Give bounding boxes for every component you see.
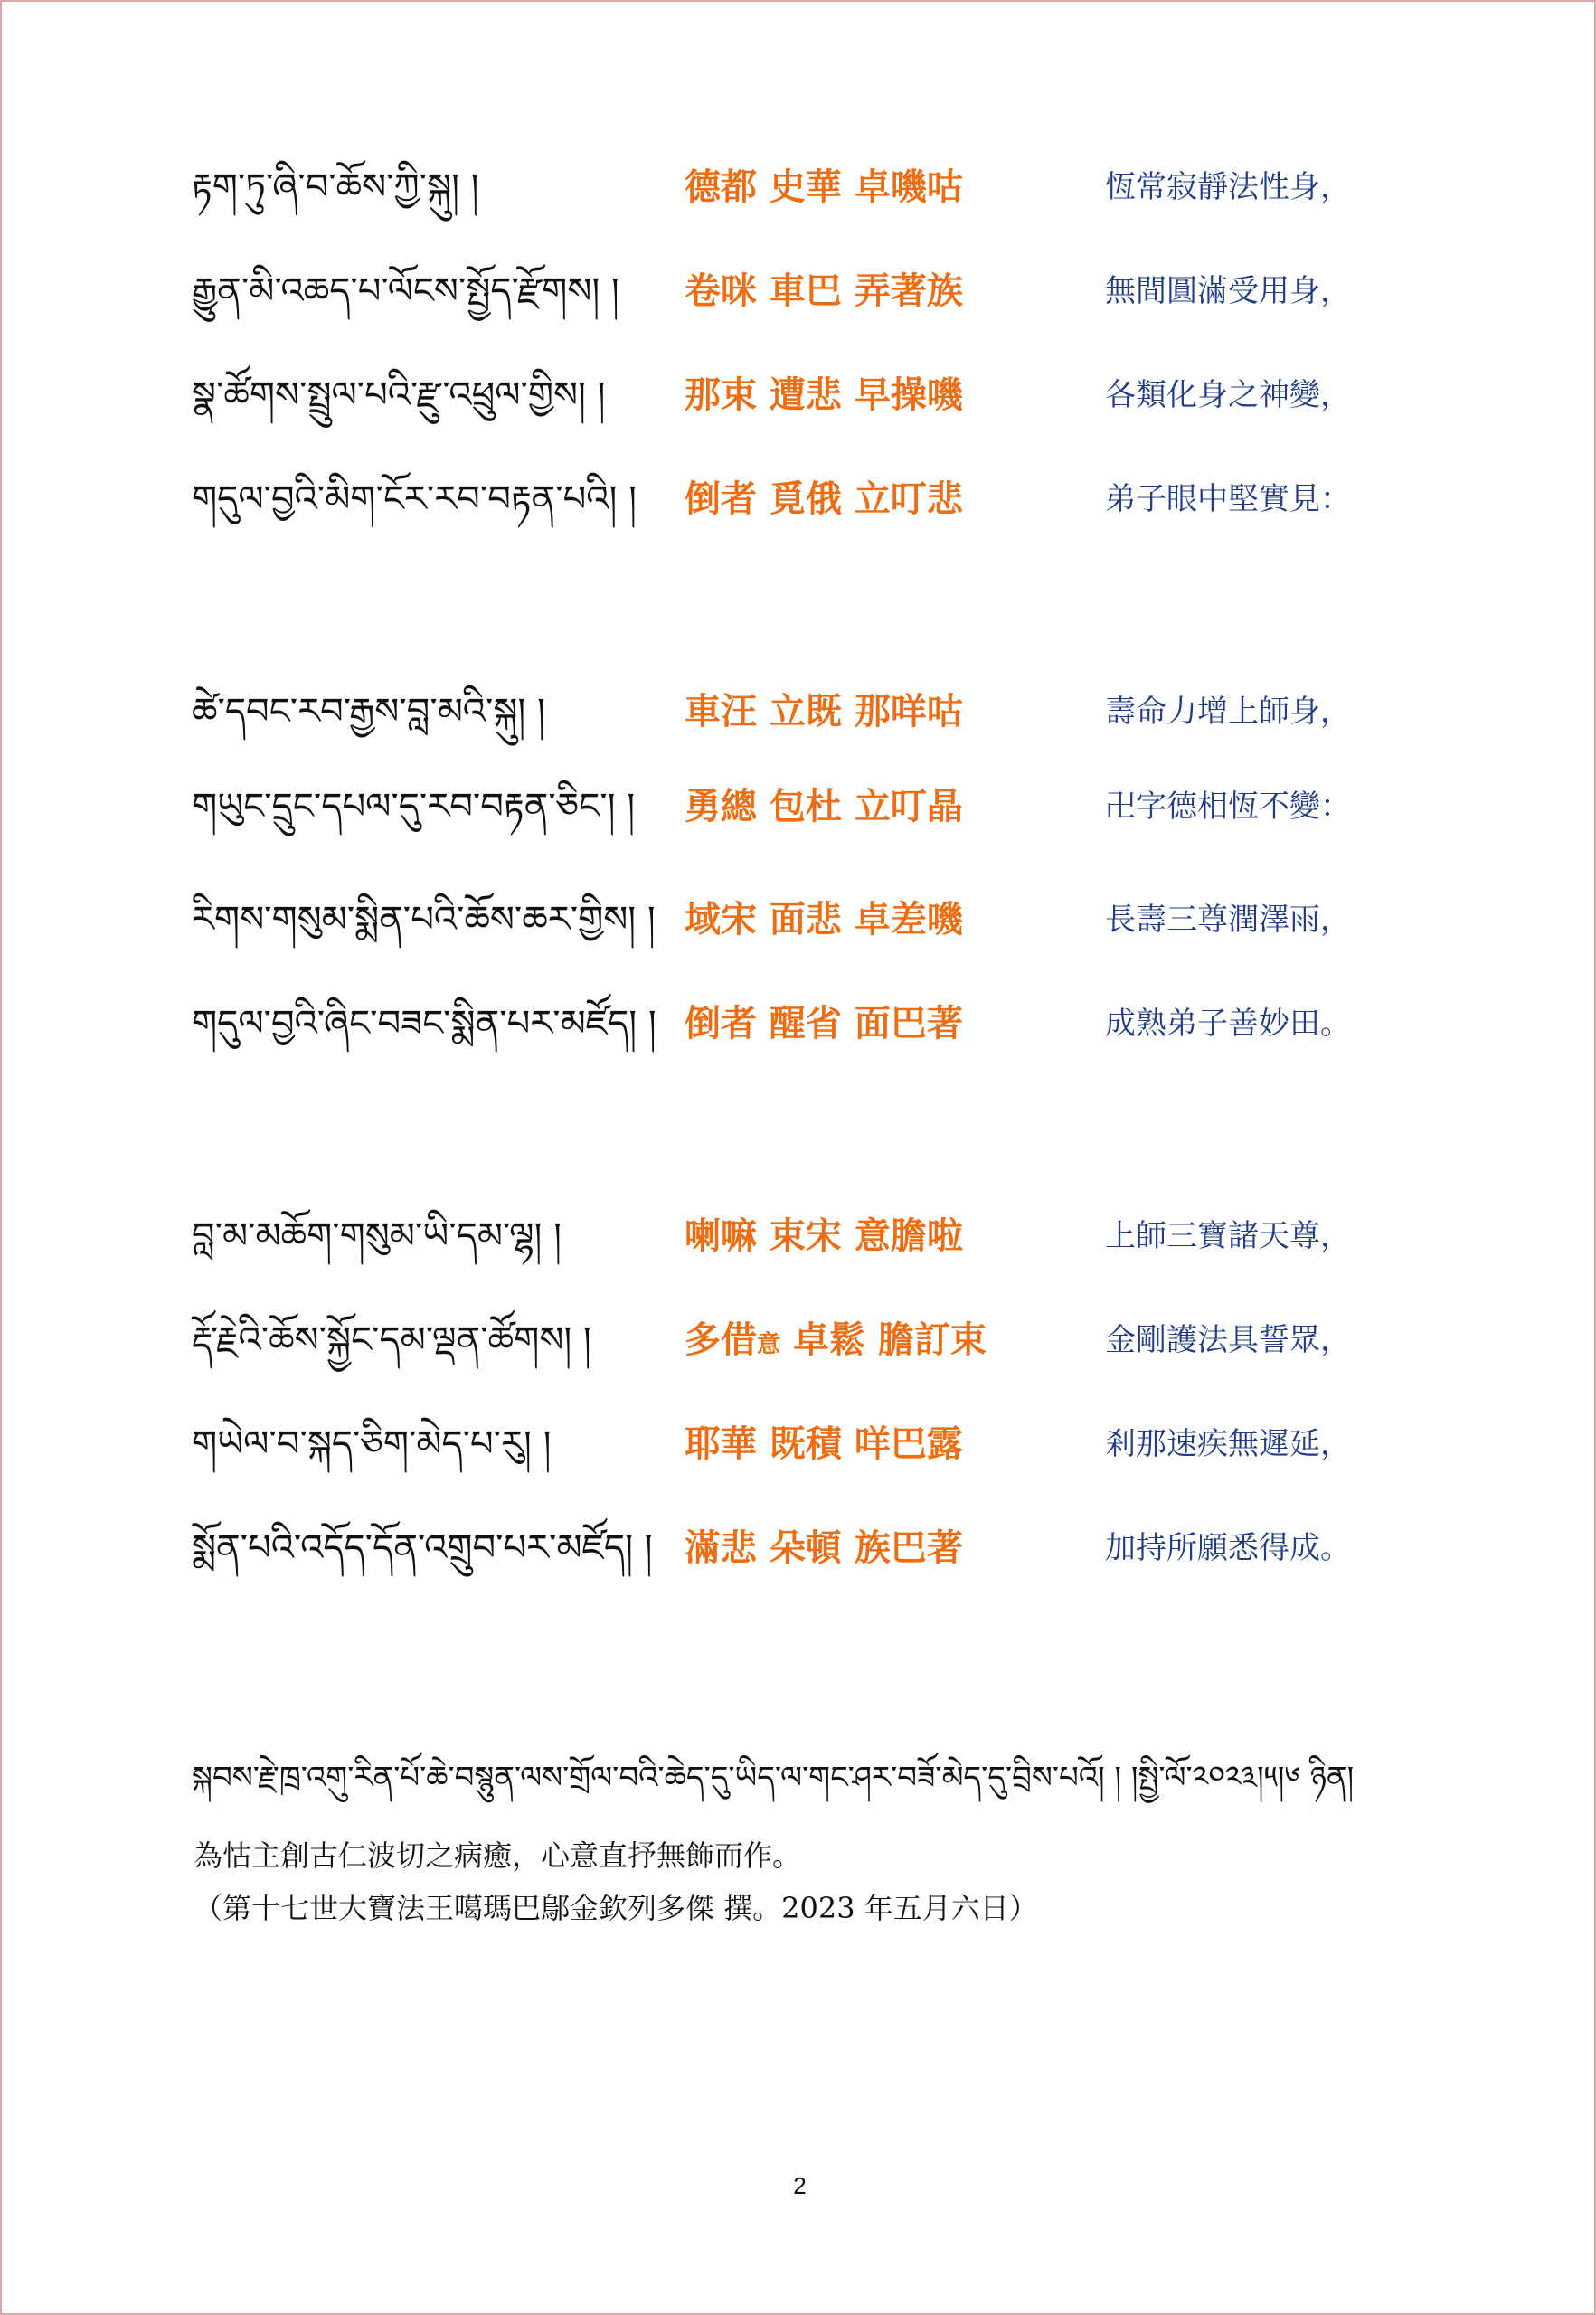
- phonetic-verse: 倒者 醒省 面巴著: [685, 1002, 963, 1044]
- colophon-chinese-line-2: （第十七世大寶法王噶瑪巴鄔金欽列多傑 撰。2023 年五月六日）: [194, 1891, 1038, 1925]
- verse-line: [2, 468, 1596, 531]
- verse-line: [2, 1309, 1596, 1372]
- phonetic-part: 多借: [685, 1318, 757, 1361]
- chinese-verse: 各類化身之神變，: [1105, 377, 1351, 413]
- chinese-verse: 金剛護法具誓眾，: [1105, 1322, 1351, 1358]
- phonetic-verse: 倒者 覓俄 立叮悲: [685, 477, 963, 520]
- phonetic-verse: 域宋 面悲 卓差嘰: [685, 898, 963, 940]
- phonetic-verse: 德都 史華 卓嘰咕: [685, 165, 963, 208]
- tibetan-verse: རྒྱུན་མི་འཆད་པ་ལོངས་སྤྱོད་རྫོགས། །: [192, 270, 619, 312]
- phonetic-small-char: 意: [757, 1331, 781, 1358]
- tibetan-verse: རྟག་ཏུ་ཞི་བ་ཆོས་ཀྱི་སྐུ། །: [192, 166, 479, 208]
- tibetan-verse: སྣ་ཚོགས་སྤྲུལ་པའི་རྫུ་འཕྲུལ་གྱིས། །: [192, 374, 606, 416]
- tibetan-verse: རིགས་གསུམ་སྨིན་པའི་ཆོས་ཆར་གྱིས། །: [192, 899, 656, 940]
- verse-line: [2, 992, 1596, 1055]
- chinese-verse: 長壽三尊潤澤雨，: [1105, 902, 1351, 938]
- chinese-verse: 成熟弟子善妙田。: [1105, 1006, 1351, 1042]
- tibetan-verse: གཡུང་དྲུང་དཔལ་དུ་རབ་བརྟན་ཅིང་། །: [192, 786, 636, 827]
- verse-line: [2, 364, 1596, 427]
- verse-line: [2, 260, 1596, 323]
- verse-line: [2, 680, 1596, 743]
- phonetic-part: 卓鬆 膽訂束: [780, 1318, 987, 1361]
- tibetan-verse: ཚེ་དབང་རབ་རྒྱས་བླ་མའི་སྐུ། །: [192, 691, 545, 732]
- verse-line: [2, 888, 1596, 951]
- colophon-tibetan: སྐབས་རྗེ་ཁྲ་འགུ་རིན་པོ་ཆེ་བསྙུན་ལས་གྲོལ་བའི་ཆེད་དུ་ཡིད་ལ་གང་ཤར་བཟོ་མེད་དུ་བྲིས་པའོ། ། །སྤྱི་ལོ་༢༠༢༣།༥།༦ ཉིན།: [192, 1760, 1355, 1796]
- chinese-verse: 剎那速疾無遲延，: [1105, 1426, 1351, 1462]
- verse-line: [2, 1517, 1596, 1580]
- chinese-verse: 恆常寂靜法性身，: [1105, 169, 1351, 205]
- verse-line: [2, 775, 1596, 838]
- chinese-verse: 卍字德相恆不變：: [1105, 789, 1351, 825]
- chinese-verse: 弟子眼中堅實見：: [1105, 481, 1351, 517]
- tibetan-verse: གཡེལ་བ་སྐད་ཅིག་མེད་པ་རུ། །: [192, 1423, 552, 1465]
- verse-line: [2, 156, 1596, 219]
- tibetan-verse: གདུལ་བྱའི་མིག་ངོར་རབ་བརྟན་པའི། །: [192, 478, 637, 520]
- phonetic-verse: 喇嘛 束宋 意膽啦: [685, 1214, 963, 1257]
- phonetic-verse: 車汪 立既 那咩咕: [685, 690, 963, 732]
- chinese-verse: 上師三寶諸天尊，: [1105, 1218, 1351, 1254]
- phonetic-verse: 勇總 包杜 立叮晶: [685, 785, 963, 827]
- chinese-verse: 加持所願悉得成。: [1105, 1530, 1351, 1566]
- chinese-verse: 無間圓滿受用身，: [1105, 273, 1351, 309]
- tibetan-verse: བླ་མ་མཆོག་གསུམ་ཡི་དམ་ལྷ། །: [192, 1215, 562, 1257]
- page-number: 2: [793, 2172, 807, 2199]
- tibetan-verse: གདུལ་བྱའི་ཞིང་བཟང་སྨིན་པར་མཛོད། །: [192, 1003, 656, 1044]
- phonetic-verse: 耶華 既積 咩巴露: [685, 1422, 963, 1465]
- phonetic-verse: 卷咪 車巴 弄著族: [685, 269, 963, 312]
- colophon-chinese-line-1: 為怙主創古仁波切之病癒，心意直抒無飾而作。: [194, 1838, 802, 1873]
- verse-line: [2, 1205, 1596, 1268]
- phonetic-verse: 那束 遭悲 早操嘰: [685, 373, 963, 416]
- tibetan-verse: སྨོན་པའི་འདོད་དོན་འགྲུབ་པར་མཛོད། །: [192, 1527, 653, 1569]
- chinese-verse: 壽命力增上師身，: [1105, 694, 1351, 730]
- phonetic-verse: 滿悲 朵頓 族巴著: [685, 1526, 963, 1569]
- tibetan-verse: རྡོ་རྗེའི་ཆོས་སྐྱོང་དམ་ལྡན་ཚོགས། །: [192, 1319, 591, 1361]
- phonetic-verse: [685, 1309, 1064, 1376]
- verse-line: [2, 1413, 1596, 1476]
